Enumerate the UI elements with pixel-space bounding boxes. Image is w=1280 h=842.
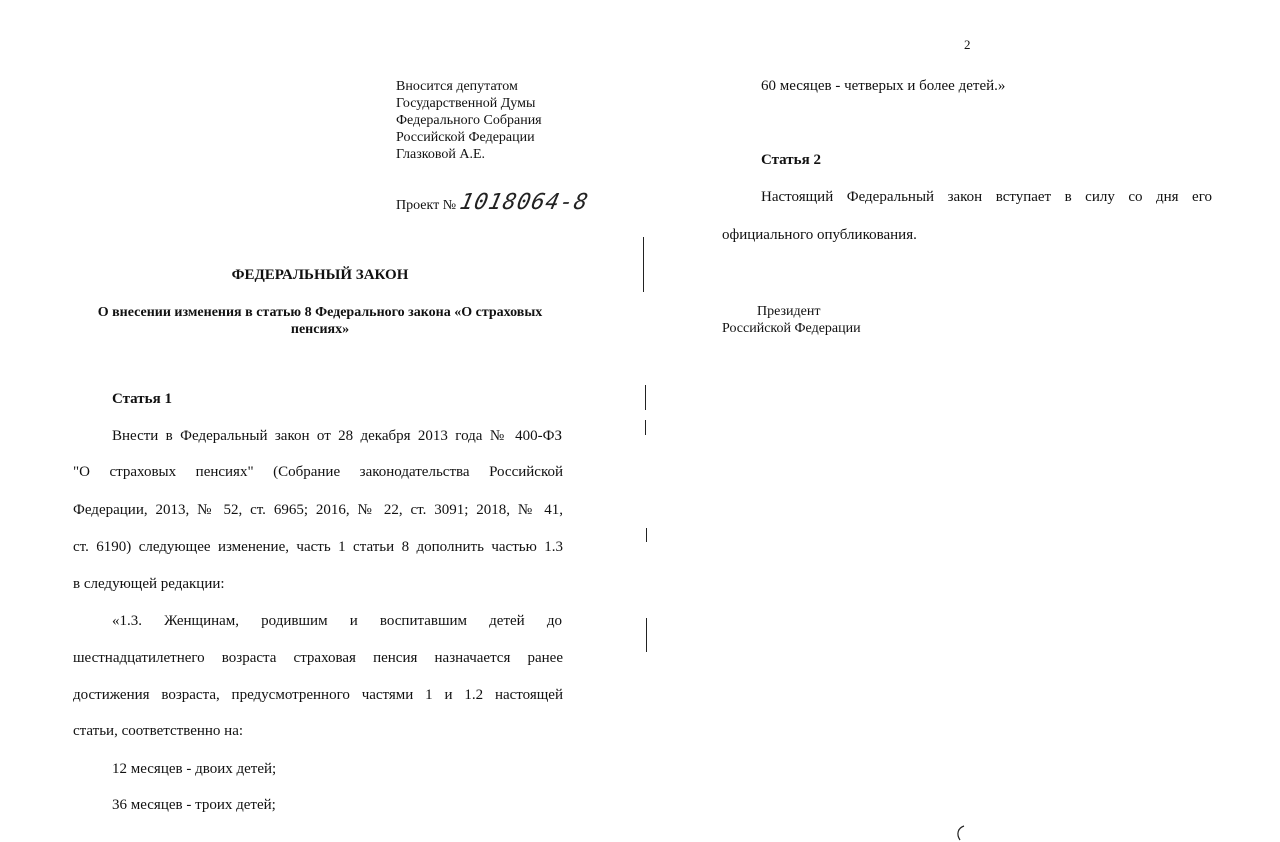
submitter-line: Федерального Собрания [396, 113, 542, 128]
article2-line: официального опубликования. [722, 227, 917, 243]
signature-scribble [952, 824, 972, 842]
article1-line: достижения возраста, предусмотренного частями 1 и 1.2 настоящей [73, 687, 563, 703]
article2-heading: Статья 2 [761, 152, 821, 168]
signature-title: Президент [757, 304, 821, 319]
page-2 [640, 0, 1280, 842]
project-number: 1018064-8 [457, 190, 591, 215]
article1-line: 36 месяцев - троих детей; [112, 797, 276, 813]
article2-line: Настоящий Федеральный закон вступает в силу со дня его [761, 189, 1212, 205]
page-number: 2 [964, 37, 971, 52]
article1-line: шестнадцатилетнего возраста страховая пенсия назначается ранее [73, 650, 563, 666]
article1-heading: Статья 1 [112, 391, 172, 407]
submitter-block [396, 78, 542, 163]
article1-line: 12 месяцев - двоих детей; [112, 761, 277, 777]
doc-type-heading: ФЕДЕРАЛЬНЫЙ ЗАКОН [231, 267, 409, 283]
article1-line: "О страховых пенсиях" (Собрание законодательства Российской [73, 464, 563, 480]
submitter-line: Российской Федерации [396, 130, 535, 145]
continuation-line: 60 месяцев - четверых и более детей.» [761, 78, 1006, 94]
doc-title-line: пенсиях» [290, 322, 350, 337]
article1-line: Федерации, 2013, № 52, ст. 6965; 2016, № 22, ст. 3091; 2018, № 41, [73, 502, 563, 518]
article1-line: ст. 6190) следующее изменение, часть 1 статьи 8 дополнить частью 1.3 [73, 539, 563, 555]
submitter-line: Глазковой А.Е. [396, 147, 486, 162]
project-label: Проект № [396, 198, 457, 213]
article1-line: «1.3. Женщинам, родившим и воспитавшим детей до [112, 613, 562, 629]
doc-title [0, 304, 640, 338]
article1-line: статьи, соответственно на: [73, 723, 244, 739]
signature-title: Российской Федерации [722, 321, 861, 336]
doc-title-line: О внесении изменения в статью 8 Федерального закона «О страховых [97, 305, 543, 320]
article1-line: Внести в Федеральный закон от 28 декабря 2013 года № 400-ФЗ [112, 428, 562, 444]
article1-line: в следующей редакции: [73, 576, 225, 592]
submitter-line: Вносится депутатом [396, 79, 518, 94]
project-number-row [396, 190, 591, 219]
submitter-line: Государственной Думы [396, 96, 536, 111]
